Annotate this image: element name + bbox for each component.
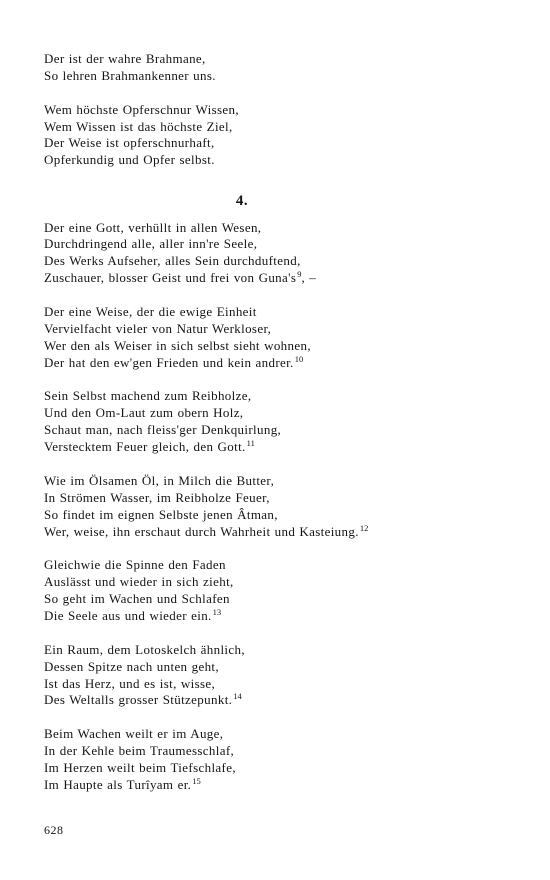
stanza: [44, 304, 504, 372]
opening-verses: [44, 51, 504, 186]
verse-text: Zuschauer, blosser Geist und frei von Guna's: [44, 270, 297, 286]
stanza: [44, 102, 504, 170]
verse-line: [44, 355, 504, 372]
verse-line: Im Herzen weilt beim Tiefschlafe,: [44, 760, 236, 775]
section-heading: 4.: [235, 193, 249, 209]
page-number: 628: [44, 823, 64, 837]
verse-text: Wer, weise, ihn erschaut durch Wahrheit und Kasteiung.: [44, 523, 359, 539]
section-verses: [44, 220, 504, 811]
verse-line: So lehren Brahmankenner uns.: [44, 67, 216, 83]
footnote-marker: 15: [192, 775, 201, 786]
verse-line: Wer den als Weiser in sich selbst sieht wohnen,: [44, 337, 311, 353]
stanza: [44, 220, 504, 288]
verse-text: Des Weltalls grosser Stützepunkt.: [44, 692, 233, 708]
footnote-marker: 10: [294, 353, 304, 364]
verse-line: Und den Om-Laut zum obern Holz,: [44, 405, 244, 421]
footnote-marker: 14: [233, 691, 242, 702]
verse-line: [44, 524, 504, 541]
verse-line: Der eine Weise, der die ewige Einheit: [44, 303, 257, 319]
footnote-marker: 12: [359, 522, 369, 533]
verse-line: Gleichwie die Spinne den Faden: [44, 557, 226, 573]
verse-line: Wem Wissen ist das höchste Ziel,: [44, 118, 233, 134]
verse-line: Der Weise ist opferschnurhaft,: [44, 135, 215, 151]
verse-line: Schaut man, nach fleiss'ger Denkquirlung,: [44, 422, 282, 438]
verse-line: Beim Wachen weilt er im Auge,: [44, 726, 224, 742]
verse-line: In der Kehle beim Traumesschlaf,: [44, 743, 235, 759]
verse-line: Ist das Herz, und es ist, wisse,: [44, 675, 216, 691]
verse-line: Auslässt und wieder in sich zieht,: [44, 574, 234, 590]
verse-line: [44, 692, 504, 709]
verse-line: [44, 608, 504, 625]
verse-line: So findet im eignen Selbste jenen Âtman,: [44, 506, 278, 522]
verse-line: Ein Raum, dem Lotoskelch ähnlich,: [44, 641, 245, 657]
verse-line: Opferkundig und Opfer selbst.: [44, 152, 215, 168]
verse-text: Im Haupte als Turîyam er.: [44, 776, 192, 792]
verse-line: Wie im Ölsamen Öl, in Milch die Butter,: [44, 472, 275, 488]
verse-line: In Strömen Wasser, im Reibholze Feuer,: [44, 489, 270, 505]
verse-text: Die Seele aus und wieder ein.: [44, 607, 212, 623]
verse-line: Der eine Gott, verhüllt in allen Wesen,: [44, 219, 262, 235]
verse-text-tail: , –: [301, 270, 317, 286]
verse-line: Wem höchste Opferschnur Wissen,: [44, 101, 239, 117]
verse-line: Dessen Spitze nach unten geht,: [44, 658, 219, 674]
verse-line: Sein Selbst machend zum Reibholze,: [44, 388, 252, 404]
stanza: [44, 388, 504, 456]
verse-line: [44, 439, 504, 456]
stanza: [44, 726, 504, 794]
footnote-marker: 13: [212, 606, 222, 617]
verse-line: [44, 270, 504, 287]
verse-text: Verstecktem Feuer gleich, den Gott.: [44, 439, 246, 455]
verse-line: Vervielfacht vieler von Natur Werkloser,: [44, 320, 272, 336]
verse-line: Des Werks Aufseher, alles Sein durchduftend,: [44, 253, 301, 269]
stanza: [44, 473, 504, 541]
verse-line: So geht im Wachen und Schlafen: [44, 591, 230, 607]
footnote-marker: 11: [246, 438, 255, 449]
verse-text: Der hat den ew'gen Frieden und kein andrer.: [44, 354, 294, 370]
stanza: [44, 51, 504, 85]
verse-line: Durchdringend alle, aller inn're Seele,: [44, 236, 258, 252]
footnote-marker: 9: [297, 269, 302, 280]
stanza: [44, 557, 504, 625]
verse-line: [44, 777, 504, 794]
verse-line: Der ist der wahre Brahmane,: [44, 51, 206, 66]
stanza: [44, 642, 504, 710]
